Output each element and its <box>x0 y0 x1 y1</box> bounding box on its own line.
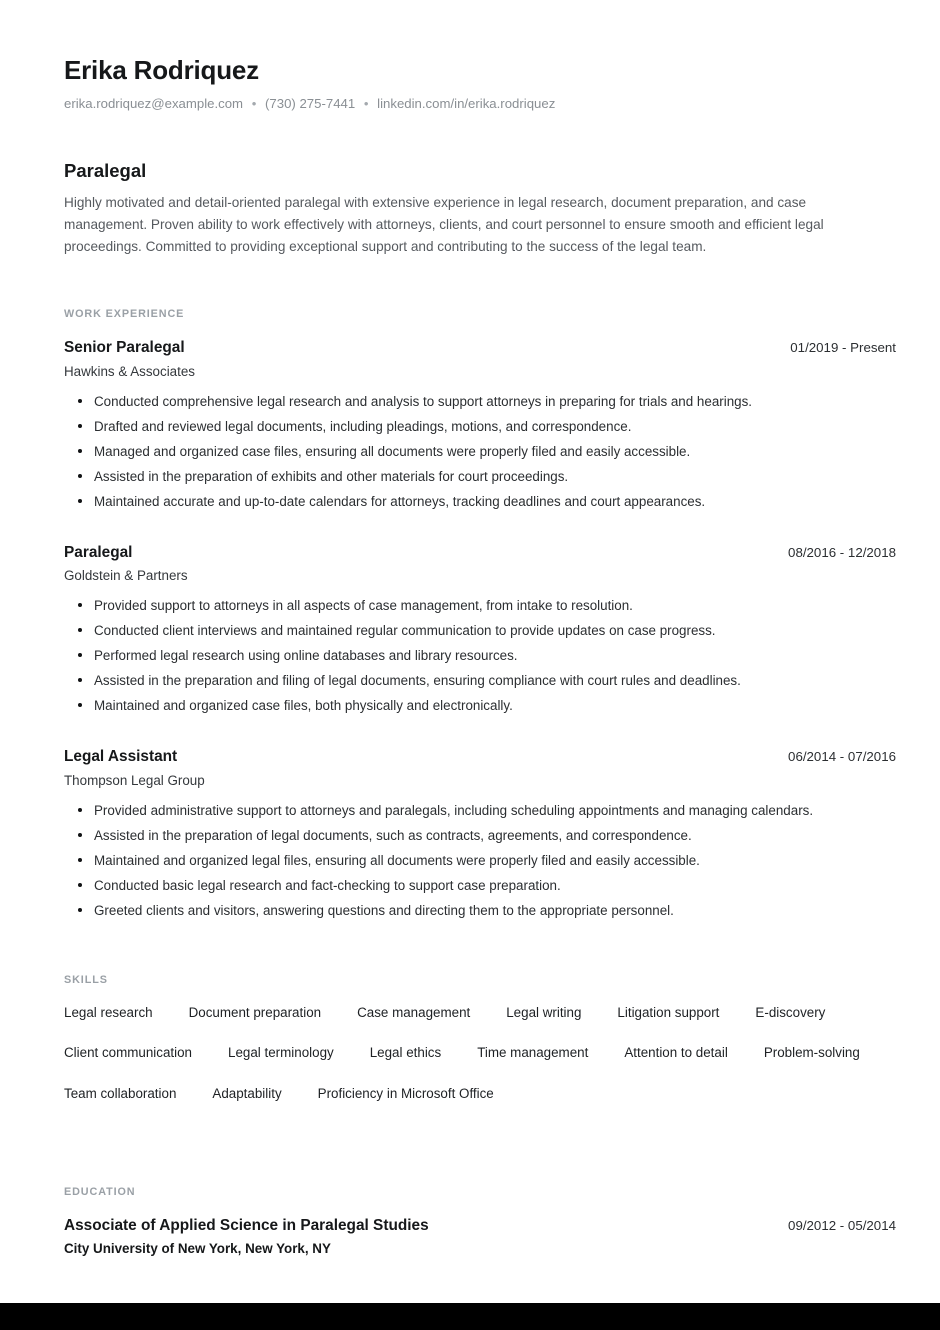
bullet-dot-icon <box>78 499 82 503</box>
work-bullet <box>64 669 824 692</box>
skills-row <box>64 1044 896 1061</box>
skill-item: Legal terminology <box>228 1045 334 1061</box>
work-bullet-text: Maintained and organized legal files, ensuring all documents were properly filed and easily accessible. <box>94 852 700 868</box>
work-bullet <box>64 490 824 513</box>
skill-item: Attention to detail <box>624 1045 728 1061</box>
work-entry <box>64 747 896 922</box>
contact-phone[interactable]: (730) 275-7441 <box>265 95 356 111</box>
work-title: Legal Assistant <box>64 748 178 766</box>
skills-row <box>64 1004 896 1021</box>
work-bullet <box>64 874 824 897</box>
skill-item: Case management <box>357 1005 471 1021</box>
skill-item: Legal writing <box>506 1005 582 1021</box>
work-title: Paralegal <box>64 543 133 561</box>
bullet-dot-icon <box>78 858 82 862</box>
bullet-dot-icon <box>78 833 82 837</box>
bullet-dot-icon <box>78 424 82 428</box>
skill-item: Litigation support <box>617 1005 720 1021</box>
work-bullet <box>64 465 824 488</box>
bullet-dot-icon <box>78 703 82 707</box>
skill-item: Client communication <box>64 1045 193 1061</box>
work-company: Thompson Legal Group <box>64 772 205 788</box>
skill-item: Time management <box>477 1045 589 1061</box>
work-bullet-text: Provided administrative support to attorneys and paralegals, including scheduling appointments and managing calendars. <box>94 802 814 818</box>
work-bullets <box>64 594 896 717</box>
contact-separator-2: • <box>363 95 369 111</box>
job-headline: Paralegal <box>64 160 147 182</box>
skills-row <box>64 1085 896 1102</box>
bullet-dot-icon <box>78 908 82 912</box>
skills-section <box>64 974 896 1102</box>
work-date: 01/2019 - Present <box>790 340 896 356</box>
education-date: 09/2012 - 05/2014 <box>788 1218 896 1234</box>
skill-item: Legal ethics <box>369 1045 442 1061</box>
work-bullet <box>64 440 824 463</box>
work-date: 08/2016 - 12/2018 <box>788 544 896 560</box>
work-bullet <box>64 390 824 413</box>
education-entry-header <box>64 1216 896 1235</box>
work-bullet <box>64 694 824 717</box>
skill-item: Team collaboration <box>64 1085 177 1101</box>
bullet-dot-icon <box>78 678 82 682</box>
work-entry <box>64 338 896 513</box>
work-bullet-text: Assisted in the preparation of legal documents, such as contracts, agreements, and correspondence. <box>94 827 692 843</box>
work-date: 06/2014 - 07/2016 <box>788 749 896 765</box>
bullet-dot-icon <box>78 449 82 453</box>
work-bullet-text: Provided support to attorneys in all aspects of case management, from intake to resolution. <box>94 598 633 614</box>
bullet-dot-icon <box>78 653 82 657</box>
work-entry-header <box>64 747 896 766</box>
skill-item: Document preparation <box>188 1005 322 1021</box>
work-bullet-text: Greeted clients and visitors, answering questions and directing them to the appropriate personnel. <box>94 902 674 918</box>
skill-item: Proficiency in Microsoft Office <box>317 1085 494 1101</box>
work-bullet <box>64 415 824 438</box>
work-bullet <box>64 849 824 872</box>
work-bullet-text: Managed and organized case files, ensuring all documents were properly filed and easily accessible. <box>94 443 691 459</box>
skill-item: Legal research <box>64 1005 153 1021</box>
work-bullet-text: Conducted basic legal research and fact-checking to support case preparation. <box>94 877 561 893</box>
skill-item: Adaptability <box>212 1085 282 1101</box>
skills-list <box>64 1004 896 1102</box>
professional-summary: Highly motivated and detail-oriented paralegal with extensive experience in legal research, document preparation, and case management. Proven ability to work effectively with attorneys, clients, and court personnel to ensure smooth and efficient legal proceedings. Committed to providing exceptional support and contributing to the success of the legal team. <box>64 195 824 255</box>
contact-linkedin[interactable]: linkedin.com/in/erika.rodriquez <box>377 95 556 111</box>
bullet-dot-icon <box>78 883 82 887</box>
bullet-dot-icon <box>78 474 82 478</box>
work-experience-section <box>64 308 896 922</box>
work-bullet-text: Maintained and organized case files, both physically and electronically. <box>94 698 513 714</box>
section-label-work: WORK EXPERIENCE <box>64 308 185 321</box>
contact-email[interactable]: erika.rodriquez@example.com <box>64 95 244 111</box>
bullet-dot-icon <box>78 603 82 607</box>
work-bullet-text: Drafted and reviewed legal documents, including pleadings, motions, and correspondence. <box>94 418 632 434</box>
section-label-skills: SKILLS <box>64 974 108 987</box>
work-bullet-text: Performed legal research using online databases and library resources. <box>94 648 518 664</box>
work-entry-header <box>64 543 896 562</box>
education-school: City University of New York, New York, NY <box>64 1240 331 1256</box>
candidate-name: Erika Rodriquez <box>64 55 259 85</box>
work-bullet <box>64 824 824 847</box>
education-section <box>64 1186 896 1257</box>
work-bullet <box>64 799 824 822</box>
resume-header <box>64 56 896 112</box>
contact-line <box>64 95 896 112</box>
work-bullet <box>64 899 824 922</box>
work-bullets <box>64 390 896 513</box>
skill-item: E-discovery <box>755 1005 826 1021</box>
contact-separator-1: • <box>251 95 257 111</box>
work-bullet-text: Assisted in the preparation and filing of legal documents, ensuring compliance with court rules and deadlines. <box>94 673 741 689</box>
headline-block <box>64 160 896 258</box>
work-bullet <box>64 619 824 642</box>
bullet-dot-icon <box>78 399 82 403</box>
work-bullet-text: Assisted in the preparation of exhibits and other materials for court proceedings. <box>94 468 569 484</box>
education-degree: Associate of Applied Science in Paralegal Studies <box>64 1217 429 1235</box>
skill-item: Problem-solving <box>763 1045 860 1061</box>
work-bullet <box>64 644 824 667</box>
work-bullet-text: Maintained accurate and up-to-date calendars for attorneys, tracking deadlines and court appearances. <box>94 493 706 509</box>
work-entry <box>64 543 896 718</box>
work-bullet-text: Conducted client interviews and maintained regular communication to provide updates on case progress. <box>94 623 716 639</box>
work-bullet <box>64 594 824 617</box>
bottom-bar <box>0 1303 940 1330</box>
education-entry <box>64 1216 896 1257</box>
work-company: Goldstein & Partners <box>64 568 188 584</box>
work-entry-header <box>64 338 896 357</box>
work-title: Senior Paralegal <box>64 339 185 357</box>
bullet-dot-icon <box>78 628 82 632</box>
section-label-education: EDUCATION <box>64 1186 136 1199</box>
bullet-dot-icon <box>78 808 82 812</box>
work-company: Hawkins & Associates <box>64 363 195 379</box>
work-bullets <box>64 799 896 922</box>
work-bullet-text: Conducted comprehensive legal research and analysis to support attorneys in preparing for trials and hearings. <box>94 393 753 409</box>
